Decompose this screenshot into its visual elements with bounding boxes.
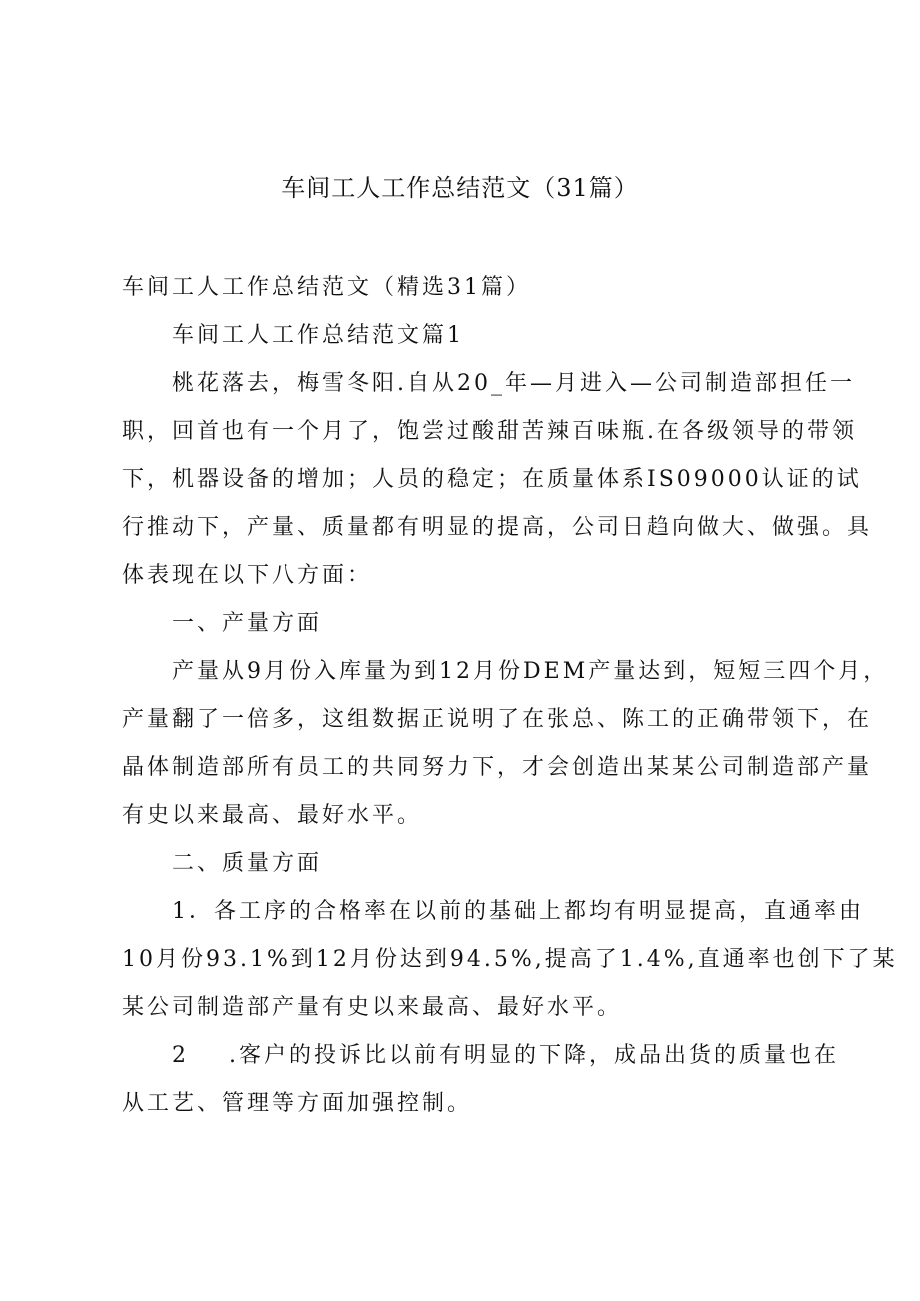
paragraph-line: 从工艺、管理等方面加强控制。: [122, 1091, 473, 1116]
paragraph-line: 行推动下，产量、质量都有明显的提高，公司日趋向做大、做强。具: [122, 515, 873, 540]
paragraph-line: 10月份93.1%到12月份达到94.5%,提高了1.4%,直通率也创下了某: [122, 947, 898, 972]
paragraph-line: 职，回首也有一个月了，饱尝过酸甜苦辣百味瓶.在各级领导的带领: [122, 419, 857, 444]
document-body: [122, 264, 898, 1128]
paragraph-line: 体表现在以下八方面：: [122, 563, 373, 588]
paragraph-line: 某公司制造部产量有史以来最高、最好水平。: [122, 995, 623, 1020]
paragraph-line: 晶体制造部所有员工的共同努力下，才会创造出某某公司制造部产量: [122, 755, 873, 780]
list-item-2-line: [122, 1032, 839, 1080]
paragraph-line: 产量从9月份入库量为到12月份DEM产量达到，短短三四个月，: [172, 659, 889, 684]
section-heading-output: 一、产量方面: [172, 611, 323, 636]
paragraph-line: 产量翻了一倍多，这组数据正说明了在张总、陈工的正确带领下，在: [122, 707, 873, 732]
paragraph-line: 桃花落去，梅雪冬阳.自从20_年—月进入—公司制造部担任一: [172, 371, 855, 396]
section-heading-quality: 二、质量方面: [172, 851, 323, 876]
list-item-number: 2: [172, 1043, 189, 1068]
document-subtitle: 车间工人工作总结范文（精选31篇）: [122, 275, 531, 300]
paragraph-line: 有史以来最高、最好水平。: [122, 803, 423, 828]
paragraph-line: .客户的投诉比以前有明显的下降，成品出货的质量也在: [229, 1043, 839, 1068]
section-title: 车间工人工作总结范文篇1: [172, 323, 464, 348]
document-title: 车间工人工作总结范文（31篇）: [281, 174, 639, 202]
paragraph-line: 1．各工序的合格率在以前的基础上都均有明显提高，直通率由: [172, 899, 864, 924]
paragraph-line: 下，机器设备的增加；人员的稳定；在质量体系IS09000认证的试: [122, 467, 862, 492]
